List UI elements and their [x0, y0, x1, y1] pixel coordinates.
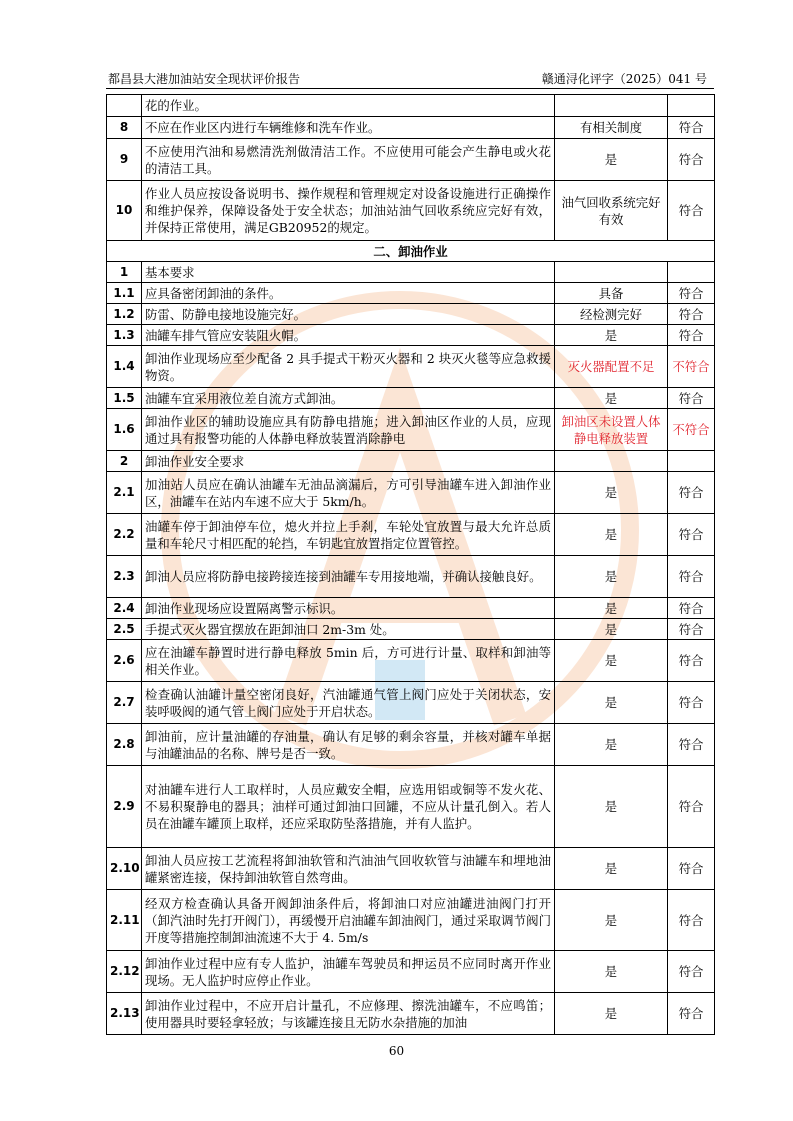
item-status: 卸油区未设置人体静电释放装置	[555, 409, 668, 451]
item-status: 油气回收系统完好有效	[555, 181, 668, 241]
table-row	[107, 640, 715, 682]
item-result: 符合	[668, 619, 715, 640]
item-status: 是	[555, 890, 668, 951]
item-requirement: 油罐车宜采用液位差自流方式卸油。	[142, 388, 555, 409]
item-requirement: 经双方检查确认具备开阀卸油条件后，将卸油口对应油罐进油阀门打开（卸汽油时先打开阀门），再缓慢开启油罐车卸油阀门，通过采取调节阀门开度等措施控制卸油流速不大于 4. 5m/s	[142, 890, 555, 951]
item-result: 不符合	[668, 409, 715, 451]
section-header-row	[107, 241, 715, 262]
item-number: 2.10	[107, 848, 142, 890]
item-number: 1.6	[107, 409, 142, 451]
header-divider	[106, 88, 714, 89]
item-number: 1.4	[107, 346, 142, 388]
item-requirement: 基本要求	[142, 262, 555, 283]
item-requirement: 手提式灭火器宜摆放在距卸油口 2m-3m 处。	[142, 619, 555, 640]
item-result: 符合	[668, 682, 715, 724]
item-result: 符合	[668, 640, 715, 682]
item-result: 符合	[668, 472, 715, 514]
item-status: 是	[555, 619, 668, 640]
item-status: 是	[555, 682, 668, 724]
item-requirement: 应具备密闭卸油的条件。	[142, 283, 555, 304]
item-result: 符合	[668, 514, 715, 556]
table-row	[107, 283, 715, 304]
item-number: 2.8	[107, 724, 142, 766]
table-row	[107, 556, 715, 598]
table-row	[107, 682, 715, 724]
item-number: 1.2	[107, 304, 142, 325]
item-status: 灭火器配置不足	[555, 346, 668, 388]
item-status	[555, 262, 668, 283]
item-requirement: 防雷、防静电接地设施完好。	[142, 304, 555, 325]
item-result: 符合	[668, 556, 715, 598]
assessment-table	[106, 94, 715, 1035]
item-requirement: 卸油作业现场应至少配备 2 具手提式干粉灭火器和 2 块灭火毯等应急救援物资。	[142, 346, 555, 388]
item-requirement: 花的作业。	[142, 95, 555, 117]
item-number	[107, 95, 142, 117]
item-result: 符合	[668, 283, 715, 304]
item-number: 1.3	[107, 325, 142, 346]
item-status: 经检测完好	[555, 304, 668, 325]
item-requirement: 卸油作业区的辅助设施应具有防静电措施；进入卸油区作业的人员，应现通过具有报警功能的人体静电释放装置消除静电	[142, 409, 555, 451]
table-row	[107, 766, 715, 848]
section-title: 二、卸油作业	[107, 241, 715, 262]
item-status: 是	[555, 139, 668, 181]
item-number: 2.6	[107, 640, 142, 682]
item-status: 是	[555, 951, 668, 993]
page-number: 60	[388, 1044, 405, 1058]
item-status: 是	[555, 472, 668, 514]
table-row	[107, 304, 715, 325]
item-status: 具备	[555, 283, 668, 304]
header-report-number: 赣通浔化评字（2025）041 号	[541, 72, 707, 86]
item-number: 2.4	[107, 598, 142, 619]
item-result: 符合	[668, 951, 715, 993]
table-row	[107, 388, 715, 409]
table-row	[107, 598, 715, 619]
table-row	[107, 262, 715, 283]
item-requirement: 检查确认油罐计量空密闭良好，汽油罐通气管上阀门应处于关闭状态，安装呼吸阀的通气管上阀门应处于开启状态。	[142, 682, 555, 724]
item-result	[668, 451, 715, 472]
item-status: 是	[555, 388, 668, 409]
item-status: 是	[555, 993, 668, 1035]
item-result: 符合	[668, 181, 715, 241]
item-status: 是	[555, 724, 668, 766]
item-number: 2	[107, 451, 142, 472]
table-row	[107, 724, 715, 766]
item-status	[555, 451, 668, 472]
item-result: 符合	[668, 598, 715, 619]
item-requirement: 卸油人员应按工艺流程将卸油软管和汽油油气回收软管与油罐车和埋地油罐紧密连接，保持卸油软管自然弯曲。	[142, 848, 555, 890]
item-status: 是	[555, 598, 668, 619]
item-requirement: 卸油作业过程中应有专人监护，油罐车驾驶员和押运员不应同时离开作业现场。无人监护时应停止作业。	[142, 951, 555, 993]
item-requirement: 卸油作业安全要求	[142, 451, 555, 472]
item-requirement: 作业人员应按设备说明书、操作规程和管理规定对设备设施进行正确操作和维护保养，保障设备处于安全状态；加油站油气回收系统应完好有效，并保持正常使用，满足GB20952的规定。	[142, 181, 555, 241]
item-requirement: 卸油人员应将防静电接跨接连接到油罐车专用接地端，并确认接触良好。	[142, 556, 555, 598]
item-number: 10	[107, 181, 142, 241]
item-requirement: 卸油作业现场应设置隔离警示标识。	[142, 598, 555, 619]
item-requirement: 卸油前，应计量油罐的存油量，确认有足够的剩余容量，并核对罐车单据与油罐油品的名称、牌号是否一致。	[142, 724, 555, 766]
item-number: 2.9	[107, 766, 142, 848]
item-status: 有相关制度	[555, 117, 668, 139]
item-number: 2.3	[107, 556, 142, 598]
item-result: 符合	[668, 139, 715, 181]
table-row	[107, 993, 715, 1035]
item-number: 2.12	[107, 951, 142, 993]
item-status: 是	[555, 514, 668, 556]
table-row	[107, 451, 715, 472]
item-requirement: 对油罐车进行人工取样时，人员应戴安全帽，应选用铝或铜等不发火花、不易积聚静电的器具；油样可通过卸油口回罐，不应从计量孔倒入。若人员在油罐车罐顶上取样，还应采取防坠落措施，并有人监护。	[142, 766, 555, 848]
item-status: 是	[555, 640, 668, 682]
item-result: 符合	[668, 388, 715, 409]
item-number: 2.2	[107, 514, 142, 556]
table-row	[107, 951, 715, 993]
table-row	[107, 409, 715, 451]
table-row	[107, 472, 715, 514]
item-number: 2.1	[107, 472, 142, 514]
item-number: 1.1	[107, 283, 142, 304]
table-row	[107, 619, 715, 640]
item-result: 符合	[668, 993, 715, 1035]
item-result: 符合	[668, 117, 715, 139]
item-requirement: 加油站人员应在确认油罐车无油品滴漏后，方可引导油罐车进入卸油作业区，油罐车在站内车速不应大于 5km/h。	[142, 472, 555, 514]
item-result: 不符合	[668, 346, 715, 388]
item-status	[555, 95, 668, 117]
item-number: 1.5	[107, 388, 142, 409]
header-report-title: 都昌县大港加油站安全现状评价报告	[108, 72, 301, 86]
table-row	[107, 848, 715, 890]
item-requirement: 油罐车排气管应安装阻火帽。	[142, 325, 555, 346]
item-requirement: 应在油罐车静置时进行静电释放 5min 后，方可进行计量、取样和卸油等相关作业。	[142, 640, 555, 682]
item-status: 是	[555, 766, 668, 848]
item-status: 是	[555, 325, 668, 346]
item-result: 符合	[668, 766, 715, 848]
item-result: 符合	[668, 724, 715, 766]
item-result: 符合	[668, 304, 715, 325]
table-row	[107, 117, 715, 139]
item-result: 符合	[668, 325, 715, 346]
item-number: 2.11	[107, 890, 142, 951]
item-status: 是	[555, 848, 668, 890]
item-number: 1	[107, 262, 142, 283]
item-requirement: 卸油作业过程中，不应开启计量孔，不应修理、擦洗油罐车，不应鸣笛；使用器具时要轻拿轻放；与该罐连接且无防水杂措施的加油	[142, 993, 555, 1035]
item-result	[668, 262, 715, 283]
item-requirement: 不应使用汽油和易燃清洗剂做清洁工作。不应使用可能会产生静电或火花的清洁工具。	[142, 139, 555, 181]
table-row	[107, 514, 715, 556]
item-number: 8	[107, 117, 142, 139]
item-result: 符合	[668, 890, 715, 951]
table-row	[107, 95, 715, 117]
table-row	[107, 139, 715, 181]
item-number: 2.13	[107, 993, 142, 1035]
item-requirement: 不应在作业区内进行车辆维修和洗车作业。	[142, 117, 555, 139]
item-result: 符合	[668, 848, 715, 890]
item-number: 2.7	[107, 682, 142, 724]
table-row	[107, 181, 715, 241]
item-number: 9	[107, 139, 142, 181]
item-requirement: 油罐车停于卸油停车位，熄火并拉上手刹，车轮处宜放置与最大允许总质量和车轮尺寸相匹配的轮挡，车钥匙宜放置指定位置管控。	[142, 514, 555, 556]
table-row	[107, 890, 715, 951]
table-row	[107, 325, 715, 346]
item-result	[668, 95, 715, 117]
item-number: 2.5	[107, 619, 142, 640]
item-status: 是	[555, 556, 668, 598]
table-row	[107, 346, 715, 388]
